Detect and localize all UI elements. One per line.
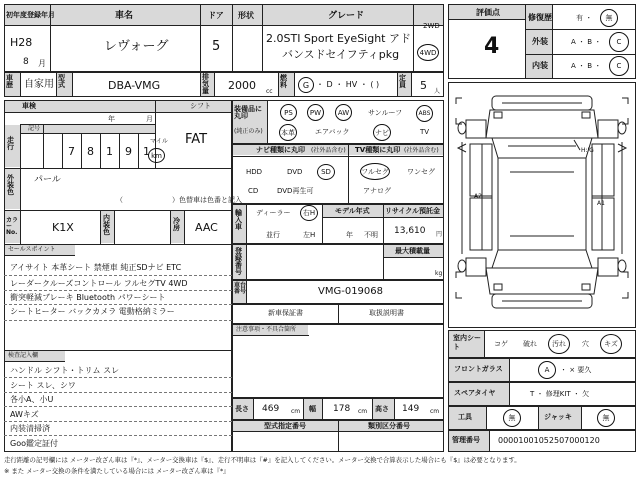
repair-label: 修復歴 [528,13,552,22]
divider [394,398,395,420]
jack-none: 無 [602,414,610,422]
divider [411,72,412,97]
fuel-other: ・ D ・ HV ・ ( ) [316,80,380,89]
interior-color-label: 内装色 [103,214,110,236]
divider [581,406,582,430]
glass-label: フロントガラス [454,365,503,373]
mileage-digit: 7 [68,145,75,158]
divider [20,133,155,134]
score-value: 4 [484,34,500,59]
damage-label-hg: H:'G [581,147,594,154]
km-selected [148,148,165,163]
divider [246,280,247,304]
disp-value: 2000 [228,79,256,92]
doc-warranty: 新車保証書 [268,309,303,317]
dashed-divider [4,392,232,393]
divider [4,210,232,211]
seat-tear: 破れ [523,340,537,348]
divider [138,133,139,168]
exterior-grade-opts: A ・ B ・ [571,38,602,46]
sales-label: セールスポイント [8,246,56,253]
seat-burn: コゲ [494,340,508,348]
width-unit: cm [358,408,368,415]
model-year-unit: 年 [346,231,353,239]
navi-hdd: HDD [246,168,263,176]
inspector-line: AWキズ [10,410,39,419]
seat-dirt: 汚れ [552,340,566,348]
exterior-note: （ ）色替車は色番と記入 [116,196,242,204]
divider [184,210,185,244]
exterior-grade-c: C [616,38,622,46]
seat-scratch-selected [600,334,622,354]
handle-right-selected [300,205,318,221]
km-label: km [151,151,162,160]
chassis-value: VMG-019068 [318,286,383,297]
reg-type-value: 自家用 [24,79,54,90]
length-label: 長さ [235,405,249,413]
divider [20,210,21,244]
exterior-color: パール [34,175,61,185]
equip-leather-selected [279,124,297,141]
divider [253,398,254,420]
equipment-sub-label: (純正のみ) [234,128,263,135]
glass-other: ・ × 要久 [560,366,592,374]
repair-none: 無 [605,14,613,22]
interior-grade-c: C [616,62,622,70]
fuel-label: 燃料 [280,74,287,89]
divider [509,358,510,382]
dashed-divider [4,320,232,321]
jack-label: ジャッキ [544,413,572,421]
drive-4wd-label: 4WD [419,48,437,57]
tv-fullseg-selected [360,163,390,180]
recycle-label: リサイクル預託金 [385,207,441,215]
recycle-unit: 円 [436,231,443,238]
width-label: 幅 [309,405,316,413]
mileage-digit: 1 [143,145,150,158]
disp-unit: cc [266,88,273,95]
divider [486,406,487,430]
divider [525,29,636,30]
cooling-label: 冷房 [173,217,180,232]
divider [267,100,268,144]
divider [294,72,295,97]
divider [20,124,21,168]
repair-none-selected [600,9,618,27]
divider [322,398,323,420]
divider [200,72,201,97]
divider [278,72,279,97]
navi-dvd-play: DVD再生可 [277,187,314,195]
tools-none: 無 [508,414,516,422]
label-cell [20,125,155,133]
handle-left: 左H [303,231,316,239]
equip-sunroof: サンルーフ [368,109,403,117]
dashed-divider [4,275,232,276]
mile-label: マイル [150,138,168,145]
divider [100,133,101,168]
dashed-divider [4,406,232,407]
divider [62,133,63,168]
record-label: 記号 [28,125,41,132]
sales-line: 衝突軽減ブレーキ Bluetooth パワーシート [10,293,166,302]
mgmt-value: 00001001052507000120 [498,436,600,445]
cap-value: 5 [420,79,427,92]
width-value: 178 [333,404,351,414]
equip-leather: 本革 [281,128,295,137]
divider [246,244,247,280]
sales-line: シートヒーター バックカメラ 電動格納ミラー [10,307,175,316]
exterior-grade-label: 外装 [532,37,548,46]
dashed-divider [4,435,232,436]
divider [232,4,233,72]
import-label: 輸入車 [235,209,242,231]
cap-unit: 人 [434,88,441,95]
divider [232,335,309,336]
fuel-g-selected [298,77,314,93]
model-year-label: モデル年式 [335,207,370,215]
inspector-line: ハンドル シフト・トリム スレ [10,366,120,375]
glass-a-selected [538,361,556,379]
divider [214,72,215,97]
tools-none-selected [503,409,521,427]
sales-line: レーダークルーズコントロール フルセグTV 4WD [10,279,188,288]
shift-value: FAT [185,132,208,147]
dashed-divider [4,304,232,305]
equip-aw-selected [335,104,352,121]
class-number-label: 類別区分番号 [368,422,410,430]
disp-label: 排気量 [202,73,209,95]
shape-label: 形状 [238,11,254,20]
header-row-labels [5,5,443,25]
seat-label: 室内シート [453,334,481,352]
reg-era-year: H28 [10,36,33,49]
divider [20,72,21,97]
footer-note-1: 走行距離の記号欄には メーター改ざん車は『*』、メーター交換車は『$』、走行不明車は『#』を記入してください。メーター交換で合算表示した場合にも『$』は必要となります。 [4,456,521,464]
mileage-digit: 1 [106,145,113,158]
score-label: 評価点 [476,8,500,17]
damage-label-a1: A1 [597,200,605,207]
doc-manual: 取扱説明書 [369,309,404,317]
door-label: ドア [208,11,224,20]
inspect-month: 月 [146,115,153,123]
equipment-label: 装備品に丸印 [234,105,262,120]
tv-type-sub: (社外品含む) [404,147,439,154]
cap-label: 定員 [399,74,406,89]
equip-aw: AW [337,108,350,117]
divider [489,430,490,452]
seat-scratch: キズ [604,340,618,348]
model-label: 型式 [58,74,65,89]
dashed-divider [4,290,232,291]
interior-grade-opts: A ・ B ・ [571,62,602,70]
equip-abs-selected [416,105,433,122]
car-name: レヴォーグ [104,39,169,54]
length-value: 469 [262,404,280,414]
grade-line-1: 2.0STI Sport EyeSight アド [266,32,411,45]
reg-month-unit: 月 [38,59,46,68]
equip-pw: PW [309,108,322,117]
divider [232,156,444,157]
navi-type-label: ナビ種類に丸印 [256,146,305,154]
tv-fullseg: フルセグ [361,167,389,176]
fuel-g-label: G [302,80,310,90]
spare-label: スペアタイヤ [454,389,496,397]
equip-airbag: エアバック [315,128,350,136]
divider [232,431,444,432]
import-dealer: ディーラー [256,209,291,217]
repair-yes: 有 ・ [576,14,593,22]
interior-grade-label: 内装 [532,61,548,70]
divider [4,168,232,169]
grade-line-2: バンスドセイフティpkg [282,48,400,61]
reg-year-label: 初年度登録年月 [6,11,55,19]
model-value: DBA-VMG [108,79,161,92]
grade-label: グレード [328,11,365,21]
glass-a: A [544,366,550,374]
inspector-label: 検査記入欄 [8,352,39,359]
tv-type-label: TV種類に丸印 [355,146,401,154]
jack-none-selected [597,409,615,427]
length-unit: cm [291,408,301,415]
damage-label-a2: A2 [474,193,482,200]
divider [413,4,414,72]
navi-dvd: DVD [287,168,303,176]
door-count: 5 [212,39,221,54]
inspector-line: シート スレ、シワ [10,381,76,390]
divider [509,382,510,406]
equip-abs: ABS [418,110,431,117]
equip-pw-selected [307,104,324,121]
inspector-line: 内装清掃済 [10,424,50,433]
equip-navi-selected [373,124,391,141]
divider [338,420,339,452]
inspect-label: 車検 [22,102,36,110]
mileage-digit: 8 [87,145,94,158]
navi-sd-selected [317,164,335,180]
exterior-grade-selected [609,32,629,52]
inspect-year: 年 [108,115,115,123]
divider [262,4,263,72]
color-code-value: K1X [52,221,74,234]
divider [338,304,339,324]
drive-2wd: 2WD [423,22,440,30]
dashed-divider [4,421,232,422]
mgmt-label: 管理番号 [452,436,480,444]
inspector-line: 各小A、小U [10,395,54,404]
mileage-digit: 9 [125,145,132,158]
handle-right: 右H [302,209,316,217]
mileage-section-label: 走行 [7,136,14,151]
divider [397,72,398,97]
divider [484,330,485,358]
interior-grade-selected [609,56,629,76]
divider [552,4,553,79]
divider [72,72,73,97]
name-label: 車名 [115,11,134,21]
divider [56,72,57,97]
footer-note-2: ※ また メーター交換の条件を満たしている場合には メーター改ざん車は『*』 [4,467,230,475]
divider [119,133,120,168]
divider [20,168,21,210]
divider [200,4,201,72]
spare-value: T ・ 修理KIT ・ 欠 [530,390,590,398]
divider [348,144,349,204]
equip-navi: ナビ [375,128,389,137]
recycle-value: 13,610 [394,226,426,236]
navi-cd: CD [248,187,259,195]
seat-dirt-selected [548,334,570,354]
equip-ps-selected [280,104,297,121]
inspector-line: Goo鑑定証付 [10,439,58,448]
divider [448,19,525,20]
navi-type-sub: (社外品含む) [311,147,346,154]
sales-line: アイサイト 本革シート 禁煙車 純正SDナビ ETC [10,263,182,272]
max-load-unit: kg [435,270,443,277]
chassis-label: 車台番号 [234,282,247,295]
type-number-label: 型式指定番号 [264,422,306,430]
reg-plate-label: 登録番号 [235,247,242,276]
drive-4wd-selected [417,44,439,61]
import-parallel: 並行 [266,231,280,239]
color-code-label: カラーNo. [6,217,19,236]
shift-label: シフト [190,102,211,110]
tv-analog: アナログ [363,187,391,195]
divider [525,54,636,55]
divider [43,124,44,168]
divider [4,255,75,256]
divider [4,112,232,113]
exterior-label: 外装色 [7,174,14,196]
divider [114,210,115,244]
height-unit: cm [430,408,440,415]
cooling-value: AAC [195,221,218,234]
divider [246,204,247,244]
dashed-divider [4,377,232,378]
reg-type-label: 車歴 [6,74,13,89]
max-load-label: 最大積載量 [395,247,430,255]
tv-oneseg: ワンセグ [407,168,435,176]
height-label: 高さ [375,405,389,413]
notes-label: 注意事項・不具合箇所 [236,326,297,333]
tools-label: 工具 [458,413,472,421]
divider [4,25,444,26]
model-year-unknown: 不明 [364,231,378,239]
divider [81,133,82,168]
seat-hole: 穴 [582,340,589,348]
reg-month: 8 [23,57,29,67]
navi-sd: SD [321,168,331,176]
equip-ps: PS [284,108,293,117]
equip-tv: TV [420,128,430,136]
divider [4,361,65,362]
height-value: 149 [402,404,420,414]
divider [383,257,444,258]
car-damage-diagram [448,82,636,328]
